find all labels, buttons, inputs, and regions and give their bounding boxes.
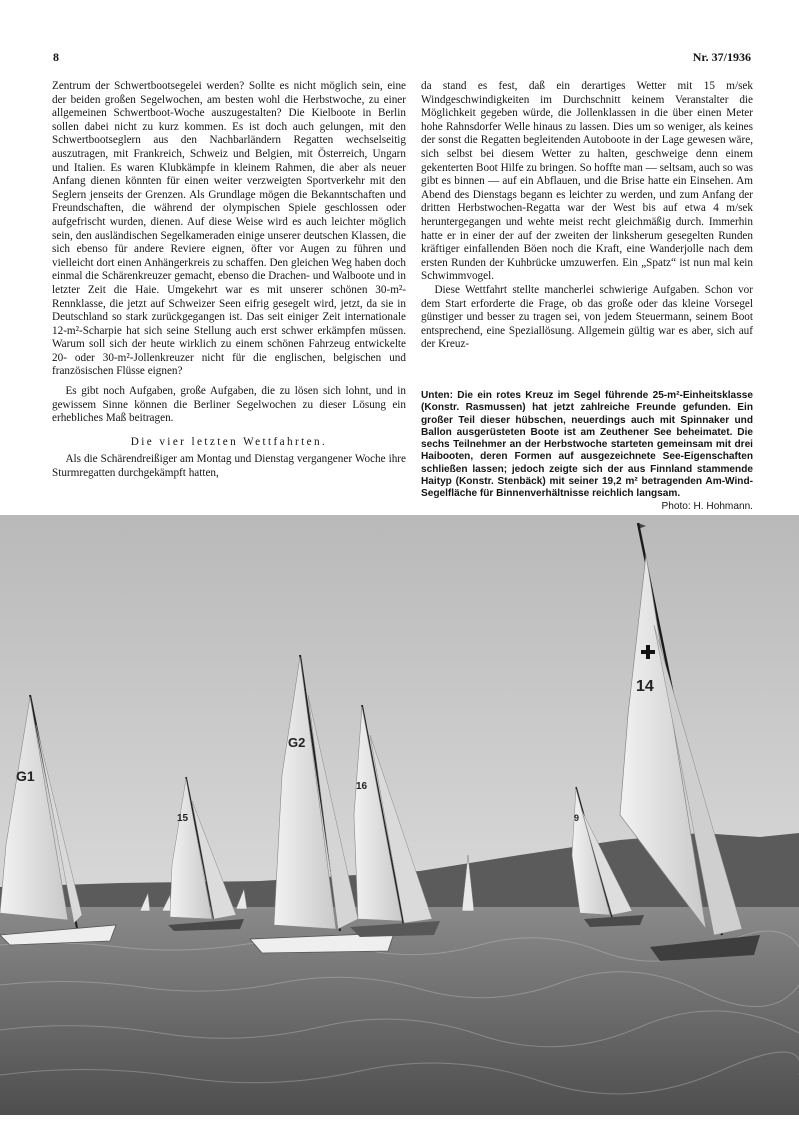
- sail-number: 9: [574, 813, 580, 823]
- sail-number: G1: [16, 768, 35, 784]
- section-heading: Die vier letzten Wettfahrten.: [130, 435, 328, 448]
- page-number: 8: [53, 50, 59, 64]
- sailing-photo: [0, 515, 799, 1115]
- sail-number: 14: [636, 678, 654, 695]
- issue-number: Nr. 37/1936: [692, 50, 751, 64]
- sail-number: G2: [288, 735, 306, 750]
- paragraph: Es gibt noch Aufgaben, große Aufgaben, die zu lösen sich lohnt, und in gewissem Sinne können die Berliner Segelwochen zu dieser Lösung ein erhebliches Maß beitragen.: [52, 385, 406, 425]
- paragraph: Diese Wettfahrt stellte mancherlei schwierige Aufgaben. Schon vor dem Start erforderte die Frage, ob das große oder das kleine Vorsegel günstiger und besser zu tragen sei, von jedem Steuermann, seinem Boot entsprechend, eine Speziallösung. Allgemein gültig war es aber, sich auf der Kreuz-: [421, 283, 753, 351]
- paragraph: Als die Schärendreißiger am Montag und Dienstag vergangener Woche ihre Sturmregatten durchgekämpft hatten,: [52, 453, 406, 480]
- photo-caption: [421, 390, 753, 513]
- left-column: [52, 80, 406, 481]
- paragraph: da stand es fest, daß ein derartiges Wetter mit 15 m/sek Windgeschwindigkeiten im Durchschnitt keinem Veranstalter die Möglichkeit gegeben würde, die Jollenklassen in die über einen Meter hohe Rahnsdorfer Welle hinaus zu lassen. Dies um so weniger, als keines der sonst die Regatten begleitenden Autoboote in der Lage gewesen wäre, sich selbst bei diesem Wetter zu halten, geschweige denn einem gekenterten Boot Hilfe zu bringen. So hoffte man — seltsam, auch so was gibt es binnen — auf ein Abflauen, und die Brise hatte ein Einsehen. Am Abend des Dienstags begann es leichter zu werden, und zum Anfang der dritten Herbstwochen-Regatta war der West bis auf etwa 4 m/sek heruntergegangen und wehte meist recht gleichmäßig durch. Immerhin hatte er in einer der auf der zweiten der linksherum gesegelten Runden kräftiger einfallenden Böen noch die Kraft, eine Wanderjolle nach dem ersten Runden der Kuhbrücke umzuwerfen. Ein „Spatz“ ist nun mal kein Schwimmvogel.: [421, 80, 753, 283]
- sail-number: 16: [356, 781, 368, 792]
- photo-credit: Photo: H. Hohmann.: [661, 500, 753, 512]
- sail-number: 15: [177, 813, 189, 824]
- right-column: [421, 80, 753, 352]
- caption-text: Unten: Die ein rotes Kreuz im Segel führende 25-m²-Einheitsklasse (Konstr. Rasmussen) hat jetzt zahlreiche Freunde gefunden. Ein großer Teil dieser hübschen, neuerdings auch mit Spinnaker und Ballon ausgerüsteten Boote ist am Zeuthener See beheimatet. Die sechs Teilnehmer an der Herbstwoche starteten gemeinsam mit drei Haibooten, deren Formen auf ausgezeichnete See-Eigenschaften schließen lassen; jedoch zeigte sich der aus Finnland stammende Haityp (Konstr. Stenbäck) mit seiner 19,2 m² betragenden Am-Wind-Segelfläche für Binnenverhältnisse reichlich langsam.: [421, 390, 753, 500]
- paragraph: Zentrum der Schwertbootsegelei werden? Sollte es nicht möglich sein, eine der beiden großen Segelwochen, am besten wohl die Herbstwoche, zu einer allgemeinen Schwertboot-Woche auszugestalten? Die Kielboote in Berlin sollen dabei nicht zu kurz kommen. Es ist doch auch gelungen, mit den Schwertbootseglern aus den Nachbarländern Regatten wechselseitig auszutragen, mit Frankreich, Schweiz und Belgien, mit Österreich, Ungarn und Italien. Es waren Klubkämpfe in kleinem Rahmen, die aber als neuer Anfang dienen könnten für einen weiter verzweigten Sportverkehr mit den Seglern jenseits der Grenzen. Als Grundlage mögen die Bekanntschaften und Freundschaften, die während der olympischen Spiele geschlossen oder aufgefrischt wurden, dienen. Auf diese Weise wird es auch leichter möglich sein, den ausländischen Segelkameraden einige unserer deutschen Klassen, die sich ebenso für andere Reviere eignen, öfter vor Augen zu führen und vielleicht dort einen Anhängerkreis zu schaffen. Den gleichen Weg haben doch einmal die Schärenkreuzer gemacht, ebenso die Drachen- und Walboote und in letzter Zeit die Haie. Umgekehrt war es mit unserer schönen 30-m²-Rennklasse, die jetzt auf Schweizer Seen eifrig gesegelt wird, jetzt, da sie in Deutschland so stark zurückgegangen ist. Das seit einiger Zeit internationale 12-m²-Scharpie hat sich seine Stellung auch erst schwer erkämpfen müssen. Warum soll sich der heute wirklich zu einem schönen Fahrzeug entwickelte 20- oder 30-m²-Jollenkreuzer nicht für die englischen, belgischen und französischen Flüsse eignen?: [52, 80, 406, 378]
